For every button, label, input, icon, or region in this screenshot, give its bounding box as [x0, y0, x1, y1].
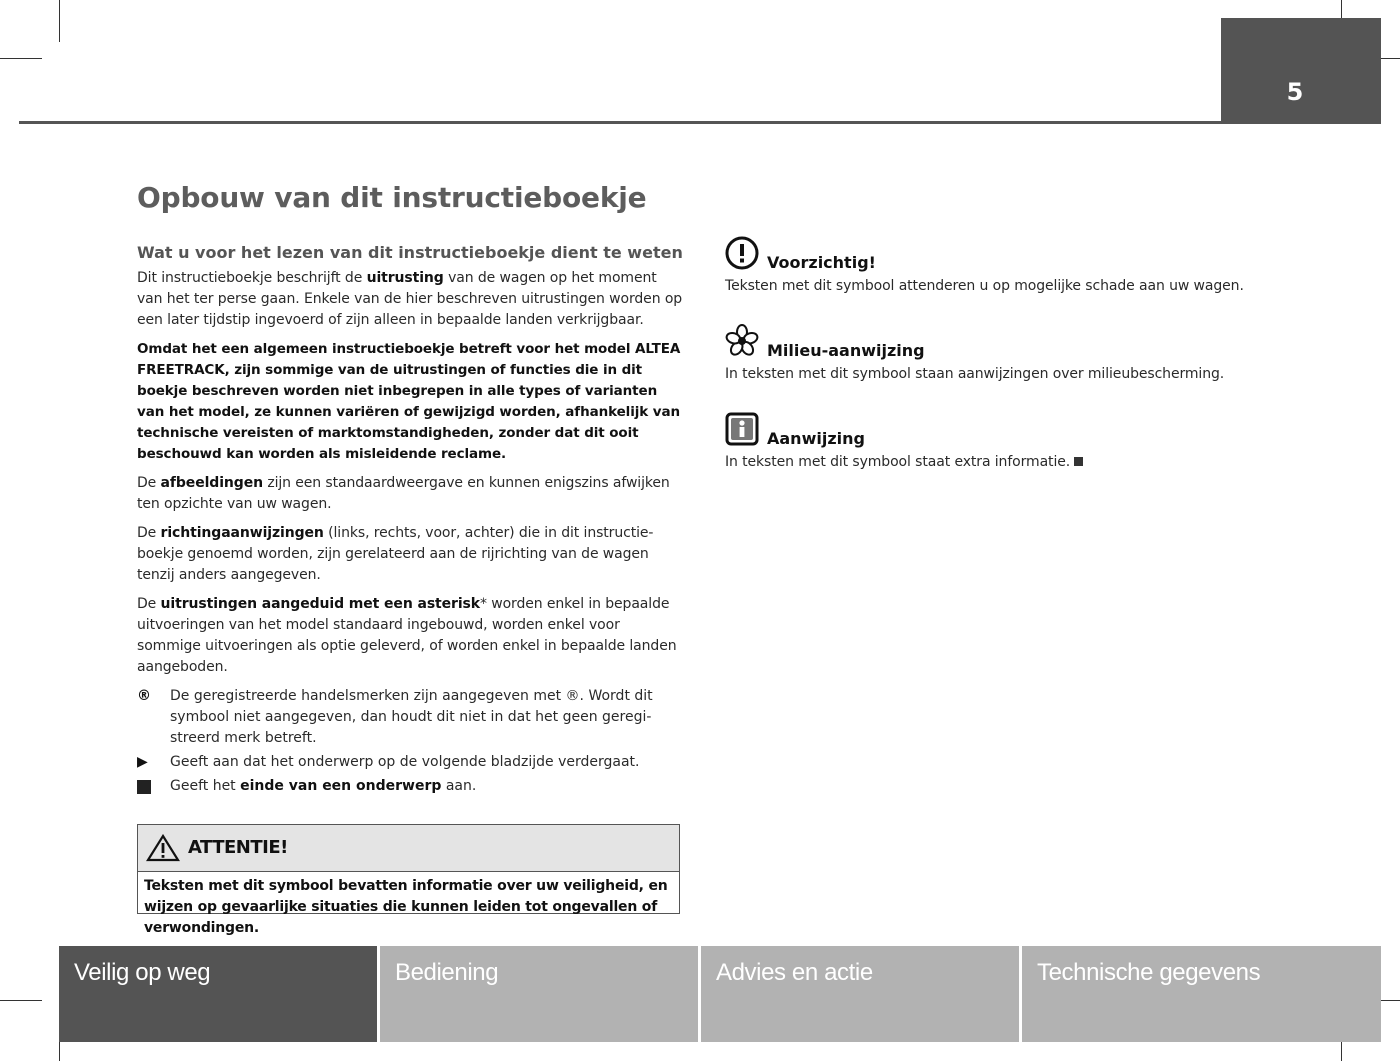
crop-mark: [0, 58, 42, 59]
note-title: Milieu-aanwijzing: [767, 341, 925, 360]
notes-column: [725, 236, 1305, 500]
tab-veilig-op-weg[interactable]: [59, 946, 377, 1042]
tab-label: Advies en actie: [716, 959, 873, 986]
legend-item-registered: ® De geregistreerde handelsmerken zijn aangegeven met ®. Wordt dit symbool niet aangegeven, dan houdt dit niet in dat het geen geregi-streerd merk betreft.: [137, 688, 653, 746]
paragraph-directions: De richtingaanwijzingen (links, rechts, voor, achter) die in dit instructie-boekje genoemd worden, zijn gerelateerd aan de rijrichting van de wagen tenzij anders aangegeven.: [137, 525, 654, 583]
warning-title: ATTENTIE!: [188, 837, 288, 858]
end-square-icon: [137, 776, 157, 801]
tab-bediening[interactable]: [380, 946, 698, 1042]
legend-item-continue: ▶ Geeft aan dat het onderwerp op de volgende bladzijde verdergaat.: [137, 752, 685, 773]
note-text: In teksten met dit symbool staan aanwijzingen over milieubescherming.: [725, 366, 1225, 382]
note-info: [725, 412, 1305, 473]
paragraph-equipment: Dit instructieboekje beschrijft de uitrusting van de wagen op het moment van het ter perse gaan. Enkele van de hier beschreven uitrustingen worden op een later tijdstip ingevoerd of zijn alleen in bepaalde landen verkrijgbaar.: [137, 270, 683, 328]
section-heading: Wat u voor het lezen van dit instructieboekje dient te weten: [137, 243, 683, 262]
warning-text: Teksten met dit symbool bevatten informatie over uw veiligheid, en wijzen op gevaarlijke situaties die kunnen leiden tot ongevallen of verwondingen.: [144, 878, 668, 936]
note-title: Aanwijzing: [767, 429, 865, 448]
tab-technische-gegevens[interactable]: [1022, 946, 1381, 1042]
page-number: 5: [1286, 78, 1304, 106]
caution-icon: [725, 236, 759, 270]
page-title: Opbouw van dit instructieboekje: [137, 181, 647, 214]
end-square-icon: [1074, 457, 1083, 466]
warning-box-header: [138, 825, 679, 872]
main-column: [137, 178, 685, 800]
registered-icon: ®: [137, 688, 151, 704]
tab-label: Technische gegevens: [1037, 959, 1261, 986]
play-arrow-icon: ▶: [137, 754, 148, 770]
note-text: Teksten met dit symbool attenderen u op mogelijke schade aan uw wagen.: [725, 278, 1244, 294]
note-caution: [725, 236, 1305, 297]
info-icon: [725, 412, 759, 446]
paragraph-model-disclaimer: Omdat het een algemeen instructieboekje betreft voor het model ALTEA FREETRACK, zijn sommige van de uitrustingen of functies die in dit boekje beschreven worden niet inbegrepen in alle types of varianten van het model, ze kunnen variëren of gewijzigd worden, afhankelijk van technische vereisten of marktomstandigheden, zonder dat dit ooit beschouwd kan worden als misleidende reclame.: [137, 341, 681, 462]
note-text: In teksten met dit symbool staat extra informatie.: [725, 452, 1305, 473]
note-environment: [725, 324, 1305, 385]
flower-icon: [725, 324, 759, 358]
tab-label: Bediening: [395, 959, 499, 986]
tab-advies-en-actie[interactable]: [701, 946, 1019, 1042]
crop-mark: [59, 0, 60, 42]
legend-item-end: Geeft het einde van een onderwerp aan.: [137, 776, 685, 797]
paragraph-images: De afbeeldingen zijn een standaardweergave en kunnen enigszins afwijken ten opzichte van uw wagen.: [137, 475, 670, 512]
warning-triangle-icon: [146, 834, 180, 862]
paragraph-asterisk: De uitrustingen aangeduid met een asterisk* worden enkel in bepaalde uitvoeringen van het model standaard ingebouwd, worden enkel voor sommige uitvoeringen als optie geleverd, of worden enkel in bepaalde landen aangeboden.: [137, 596, 677, 675]
warning-box: [137, 824, 680, 936]
symbol-legend: [137, 686, 685, 797]
tab-label: Veilig op weg: [74, 959, 211, 986]
note-title: Voorzichtig!: [767, 253, 876, 272]
header-rule: [19, 121, 1381, 124]
crop-mark: [0, 1000, 42, 1001]
